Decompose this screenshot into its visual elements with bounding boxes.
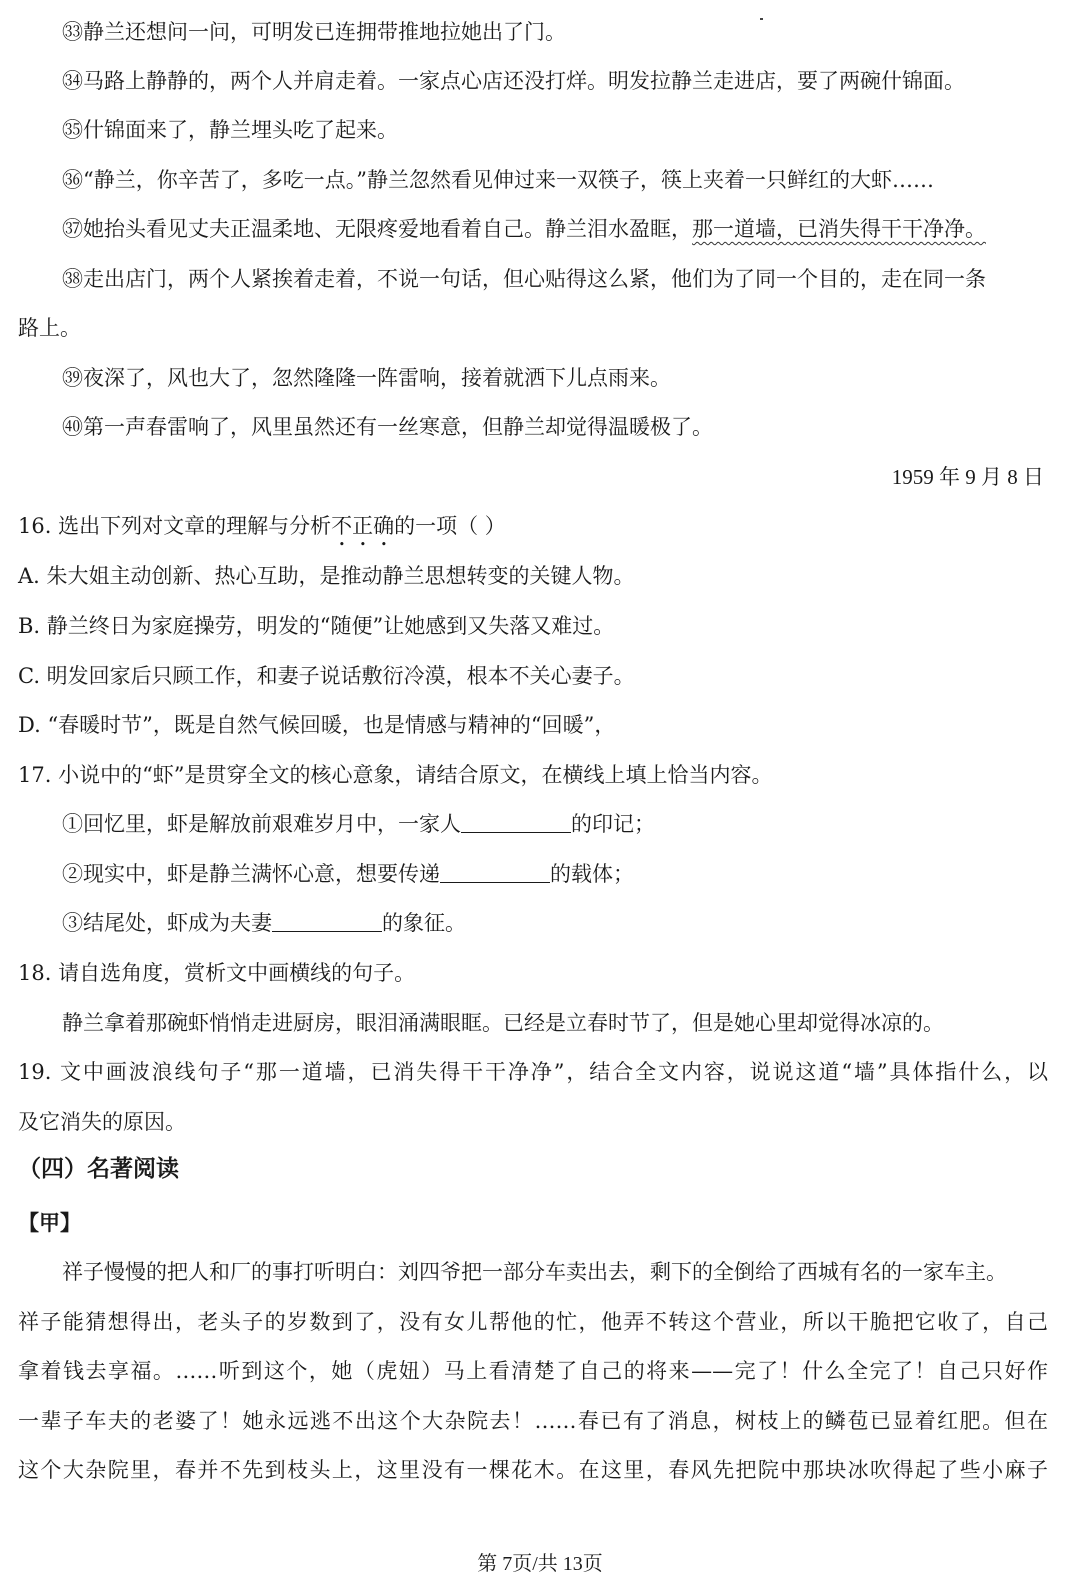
question-19-line-2: 及它消失的原因。: [18, 1110, 186, 1134]
excerpt-line-4: 一辈子车夫的老婆了！她永远逃不出这个大杂院去！……春已有了消息，树枝上的鳞苞已显着红肥。但在: [18, 1409, 1048, 1433]
excerpt-label-jia: 【甲】: [18, 1210, 81, 1235]
option-c: C. 明发回家后只顾工作，和妻子说话敷衍冷漠，根本不关心妻子。: [18, 664, 635, 688]
paragraph-38: ㊳走出店门，两个人紧挨着走着，不说一句话，但心贴得这么紧，他们为了同一个目的，走在同一条: [62, 267, 986, 291]
paragraph-33: ㉝静兰还想问一问，可明发已连拥带推地拉她出了门。: [62, 20, 566, 44]
emphasis-not-correct: 不正确: [331, 514, 395, 538]
option-d: D. “春暖时节”，既是自然气候回暖，也是情感与精神的“回暖”，: [18, 713, 616, 737]
q17-item-3-tail: 的象征。: [382, 911, 466, 935]
paragraph-39: ㊴夜深了，风也大了，忽然隆隆一阵雷响，接着就洒下儿点雨来。: [62, 366, 671, 390]
excerpt-line-5: 这个大杂院里，春并不先到枝头上，这里没有一棵花木。在这里，春风先把院中那块冰吹得起了些小麻子: [18, 1458, 1048, 1482]
q17-item-2-tail: 的载体；: [550, 862, 634, 886]
question-16-stem: [18, 512, 506, 551]
page-number-footer: 第 7页/共 13页: [477, 1553, 603, 1575]
option-a: A. 朱大姐主动创新、热心互助，是推动静兰思想转变的关键人物。: [18, 564, 635, 588]
q17-item-1-text: ①回忆里，虾是解放前艰难岁月中，一家人: [62, 812, 461, 836]
answer-blank-2[interactable]: [440, 862, 550, 883]
excerpt-line-1: 祥子慢慢的把人和厂的事打听明白：刘四爷把一部分车卖出去，剩下的全倒给了西城有名的一家车主。: [62, 1260, 1007, 1284]
question-19-line-1: 19. 文中画波浪线句子“那一道墙，已消失得干干净净”，结合全文内容，说说这道“墙”具体指什么，以: [18, 1060, 1048, 1084]
q16-stem-bracket: 的一项（ ）: [394, 514, 506, 538]
question-18-stem: 18. 请自选角度，赏析文中画横线的句子。: [18, 961, 416, 985]
question-17-stem: 17. 小说中的“虾”是贯穿全文的核心意象，请结合原文，在横线上填上恰当内容。: [18, 763, 773, 787]
excerpt-line-2: 祥子能猜想得出，老头子的岁数到了，没有女儿帮他的忙，他弄不转这个营业，所以干脆把它收了，自己: [18, 1310, 1048, 1334]
story-date: 1959 年 9 月 8 日: [891, 465, 1044, 489]
paragraph-35: ㉟什锦面来了，静兰埋头吃了起来。: [62, 118, 398, 142]
excerpt-line-3: 拿着钱去享福。……听到这个，她（虎妞）马上看清楚了自己的将来——完了！什么全完了！自己只好作: [18, 1359, 1048, 1383]
paragraph-37: [62, 215, 986, 243]
answer-blank-1[interactable]: [461, 812, 571, 833]
wavy-underlined-sentence: 那一道墙，已消失得干干净净。: [692, 217, 986, 241]
q16-stem-text: 16. 选出下列对文章的理解与分析: [18, 514, 332, 538]
paragraph-37-text: ㊲她抬头看见丈夫正温柔地、无限疼爱地看着自己。静兰泪水盈眶，: [62, 217, 692, 241]
section-4-title: （四）名著阅读: [18, 1156, 179, 1182]
q17-item-2-text: ②现实中，虾是静兰满怀心意，想要传递: [62, 862, 440, 886]
paragraph-36: ㊱“静兰，你辛苦了，多吃一点。”静兰忽然看见伸过来一双筷子，筷上夹着一只鲜红的大虾……: [62, 168, 934, 192]
q17-item-1: [62, 810, 655, 838]
answer-blank-3[interactable]: [272, 911, 382, 932]
q18-quoted-sentence: 静兰拿着那碗虾悄悄走进厨房，眼泪涌满眼眶。已经是立春时节了，但是她心里却觉得冰凉的。: [62, 1011, 944, 1035]
q17-item-3: [62, 909, 466, 937]
paragraph-40: ㊵第一声春雷响了，风里虽然还有一丝寒意，但静兰却觉得温暖极了。: [62, 415, 713, 439]
q17-item-2: [62, 860, 634, 888]
option-b: B. 静兰终日为家庭操劳，明发的“随便”让她感到又失落又难过。: [18, 614, 615, 638]
scan-mark: [760, 18, 763, 20]
paragraph-34: ㉞马路上静静的，两个人并肩走着。一家点心店还没打烊。明发拉静兰走进店，要了两碗什锦面。: [62, 69, 965, 93]
paragraph-38-cont: 路上。: [18, 316, 81, 340]
q17-item-3-text: ③结尾处，虾成为夫妻: [62, 911, 272, 935]
q17-item-1-tail: 的印记；: [571, 812, 655, 836]
